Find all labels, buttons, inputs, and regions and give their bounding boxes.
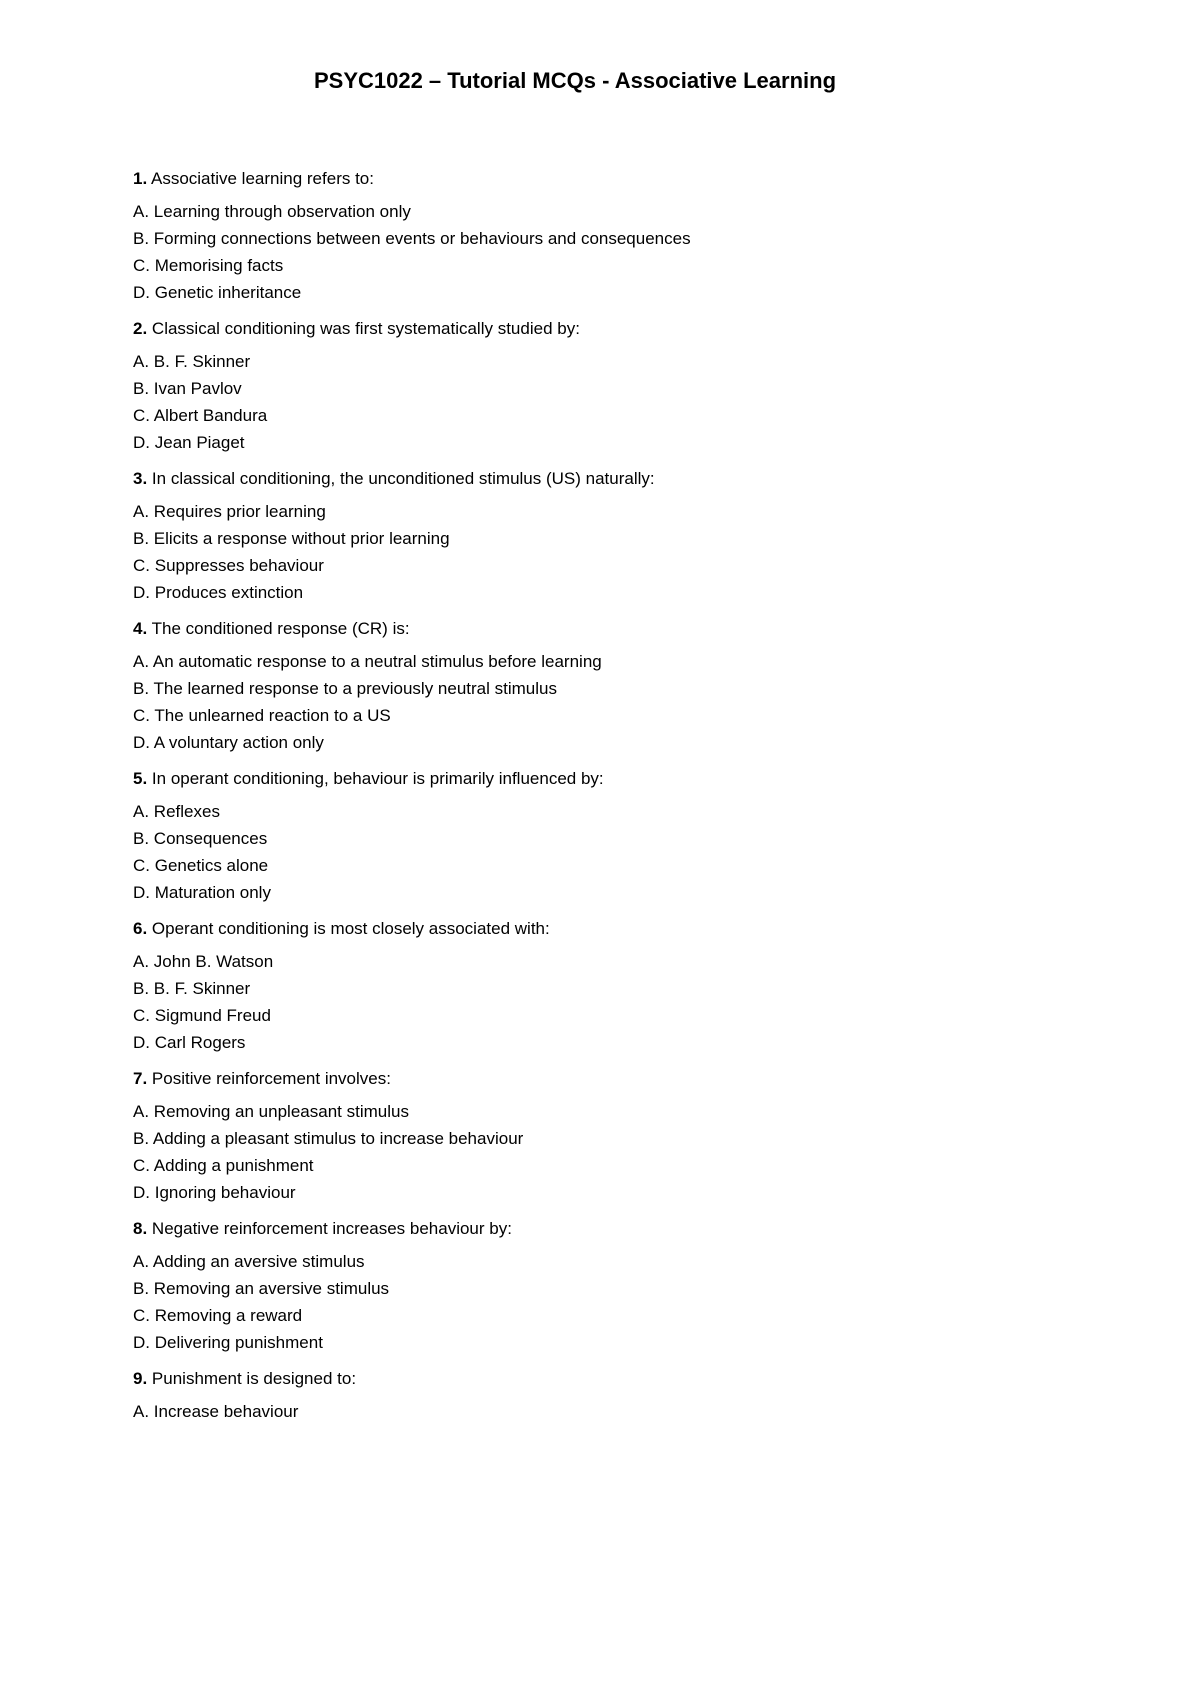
option-letter: D. xyxy=(133,583,150,602)
answer-option xyxy=(133,825,691,852)
question-5 xyxy=(133,767,691,917)
option-letter: D. xyxy=(133,1033,150,1052)
option-letter: D. xyxy=(133,1333,150,1352)
option-letter: C. xyxy=(133,256,150,275)
answer-option xyxy=(133,1248,691,1275)
option-letter: B. xyxy=(133,679,150,698)
question-text: Negative reinforcement increases behaviour by: xyxy=(151,1219,512,1238)
answer-option xyxy=(133,948,691,975)
answer-option xyxy=(133,1098,691,1125)
option-text: Adding a punishment xyxy=(153,1156,314,1175)
answer-option xyxy=(133,579,691,606)
option-text: Ivan Pavlov xyxy=(153,379,242,398)
option-letter: B. xyxy=(133,829,150,848)
question-1 xyxy=(133,167,691,317)
option-text: B. F. Skinner xyxy=(153,352,251,371)
option-text: Genetics alone xyxy=(154,856,269,875)
answer-option xyxy=(133,252,691,279)
question-number: 8. xyxy=(133,1219,148,1238)
question-stem xyxy=(133,167,691,198)
option-text: An automatic response to a neutral stimulus before learning xyxy=(152,652,602,671)
option-text: Ignoring behaviour xyxy=(154,1183,296,1202)
answer-option xyxy=(133,798,691,825)
answer-option xyxy=(133,279,691,306)
option-text: The learned response to a previously neutral stimulus xyxy=(153,679,557,698)
option-letter: B. xyxy=(133,379,150,398)
question-text: The conditioned response (CR) is: xyxy=(151,619,410,638)
option-letter: C. xyxy=(133,856,150,875)
option-letter: A. xyxy=(133,802,150,821)
answer-option xyxy=(133,1398,691,1425)
option-text: Jean Piaget xyxy=(154,433,245,452)
option-text: A voluntary action only xyxy=(153,733,324,752)
question-number: 1. xyxy=(133,169,148,188)
option-letter: C. xyxy=(133,1306,150,1325)
answer-option xyxy=(133,1152,691,1179)
option-text: Removing a reward xyxy=(154,1306,303,1325)
option-text: Genetic inheritance xyxy=(154,283,302,302)
question-8 xyxy=(133,1217,691,1367)
answer-option xyxy=(133,852,691,879)
question-stem xyxy=(133,1217,691,1248)
option-text: Reflexes xyxy=(153,802,220,821)
answer-option xyxy=(133,525,691,552)
answer-option xyxy=(133,975,691,1002)
option-text: John B. Watson xyxy=(153,952,274,971)
answer-option xyxy=(133,348,691,375)
question-stem xyxy=(133,617,691,648)
document-title: PSYC1022 – Tutorial MCQs - Associative Learning xyxy=(313,68,837,93)
answer-option xyxy=(133,1179,691,1206)
answer-option xyxy=(133,675,691,702)
option-text: Maturation only xyxy=(154,883,271,902)
option-text: Consequences xyxy=(153,829,268,848)
question-stem xyxy=(133,317,691,348)
question-number: 2. xyxy=(133,319,148,338)
question-number: 7. xyxy=(133,1069,148,1088)
answer-option xyxy=(133,702,691,729)
question-2 xyxy=(133,317,691,467)
answer-option xyxy=(133,552,691,579)
answer-option xyxy=(133,225,691,252)
option-text: Removing an unpleasant stimulus xyxy=(153,1102,409,1121)
option-letter: B. xyxy=(133,229,150,248)
option-text: Increase behaviour xyxy=(153,1402,299,1421)
question-4 xyxy=(133,617,691,767)
option-letter: C. xyxy=(133,1156,150,1175)
answer-option xyxy=(133,375,691,402)
question-stem xyxy=(133,1067,691,1098)
answer-option xyxy=(133,648,691,675)
option-text: Elicits a response without prior learning xyxy=(153,529,450,548)
option-letter: D. xyxy=(133,883,150,902)
option-letter: A. xyxy=(133,952,150,971)
answer-option xyxy=(133,1125,691,1152)
question-number: 9. xyxy=(133,1369,148,1388)
question-text: Classical conditioning was first systematically studied by: xyxy=(151,319,580,338)
option-letter: A. xyxy=(133,202,150,221)
question-stem xyxy=(133,917,691,948)
option-letter: C. xyxy=(133,556,150,575)
question-text: Positive reinforcement involves: xyxy=(151,1069,391,1088)
option-letter: A. xyxy=(133,1402,150,1421)
option-letter: A. xyxy=(133,652,150,671)
option-text: Memorising facts xyxy=(154,256,284,275)
option-letter: C. xyxy=(133,706,150,725)
question-number: 6. xyxy=(133,919,148,938)
question-6 xyxy=(133,917,691,1067)
question-3 xyxy=(133,467,691,617)
answer-option xyxy=(133,1029,691,1056)
question-number: 3. xyxy=(133,469,148,488)
option-letter: B. xyxy=(133,979,150,998)
option-text: Carl Rogers xyxy=(154,1033,246,1052)
option-letter: B. xyxy=(133,1129,150,1148)
option-text: Adding an aversive stimulus xyxy=(152,1252,365,1271)
answer-option xyxy=(133,1302,691,1329)
answer-option xyxy=(133,1275,691,1302)
option-letter: A. xyxy=(133,1102,150,1121)
option-text: Requires prior learning xyxy=(153,502,326,521)
option-text: Suppresses behaviour xyxy=(154,556,324,575)
option-text: Albert Bandura xyxy=(153,406,268,425)
option-letter: C. xyxy=(133,406,150,425)
option-letter: C. xyxy=(133,1006,150,1025)
option-letter: D. xyxy=(133,283,150,302)
option-text: The unlearned reaction to a US xyxy=(154,706,391,725)
question-text: In classical conditioning, the unconditioned stimulus (US) naturally: xyxy=(151,469,655,488)
question-number: 4. xyxy=(133,619,148,638)
option-text: Adding a pleasant stimulus to increase behaviour xyxy=(152,1129,524,1148)
question-stem xyxy=(133,767,691,798)
option-text: Forming connections between events or behaviours and consequences xyxy=(153,229,691,248)
option-text: Produces extinction xyxy=(154,583,304,602)
question-text: Operant conditioning is most closely associated with: xyxy=(151,919,550,938)
answer-option xyxy=(133,1002,691,1029)
question-number: 5. xyxy=(133,769,148,788)
option-letter: B. xyxy=(133,1279,150,1298)
question-7 xyxy=(133,1067,691,1217)
option-text: Sigmund Freud xyxy=(154,1006,271,1025)
option-letter: D. xyxy=(133,433,150,452)
option-letter: D. xyxy=(133,733,150,752)
option-letter: D. xyxy=(133,1183,150,1202)
answer-option xyxy=(133,402,691,429)
answer-option xyxy=(133,498,691,525)
option-letter: A. xyxy=(133,1252,150,1271)
option-text: Learning through observation only xyxy=(153,202,411,221)
answer-option xyxy=(133,1329,691,1356)
question-text: Associative learning refers to: xyxy=(150,169,374,188)
answer-option xyxy=(133,198,691,225)
option-text: B. F. Skinner xyxy=(153,979,251,998)
answer-option xyxy=(133,429,691,456)
question-list xyxy=(133,167,691,1517)
option-text: Removing an aversive stimulus xyxy=(153,1279,390,1298)
question-text: In operant conditioning, behaviour is primarily influenced by: xyxy=(151,769,604,788)
option-letter: A. xyxy=(133,502,150,521)
answer-option xyxy=(133,729,691,756)
option-text: Delivering punishment xyxy=(154,1333,323,1352)
option-letter: B. xyxy=(133,529,150,548)
question-text: Punishment is designed to: xyxy=(151,1369,357,1388)
answer-option xyxy=(133,879,691,906)
question-stem xyxy=(133,467,691,498)
question-9 xyxy=(133,1367,691,1517)
option-letter: A. xyxy=(133,352,150,371)
question-stem xyxy=(133,1367,691,1398)
